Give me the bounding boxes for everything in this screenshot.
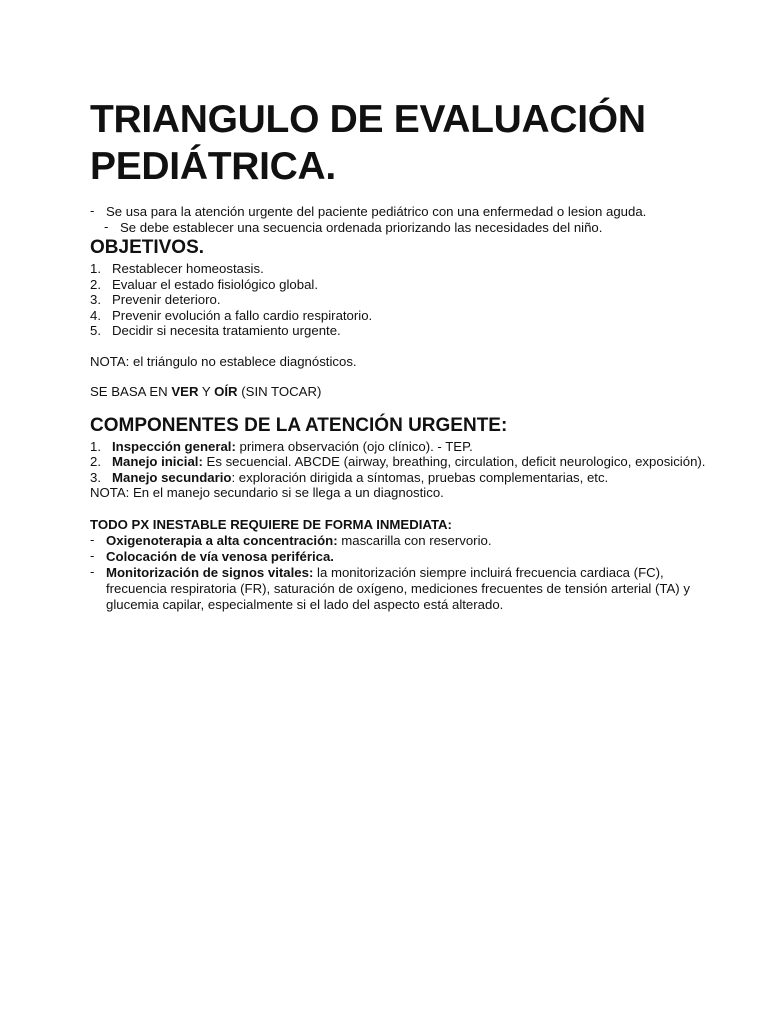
list-item xyxy=(90,323,710,339)
list-number: 5. xyxy=(90,323,101,338)
dash-bullet: - xyxy=(90,203,95,218)
se-basa-ver: VER xyxy=(171,384,199,399)
todo-list xyxy=(90,533,710,613)
se-basa-suffix: (SIN TOCAR) xyxy=(237,384,322,399)
list-text: Evaluar el estado fisiológico global. xyxy=(112,276,318,292)
se-basa-prefix: SE BASA EN xyxy=(90,384,172,399)
list-bold-label: Colocación de vía venosa periférica. xyxy=(106,548,334,564)
list-text: primera observación (ojo clínico). - TEP. xyxy=(235,438,473,454)
list-text: la monitorización siempre incluirá frecuencia cardiaca (FC), frecuencia respiratoria (FR), saturación de oxígeno, mediciones frecuentes de tensión arterial (TA) y glucemia capilar, especialmente si el lado del aspecto está alterado. xyxy=(106,564,690,612)
list-number: 1. xyxy=(90,438,101,454)
list-bold-label: Inspección general: xyxy=(112,438,236,454)
list-number: 1. xyxy=(90,261,101,276)
list-item xyxy=(90,277,710,293)
intro-text-2: Se debe establecer una secuencia ordenada priorizando las necesidades del niño. xyxy=(120,220,603,235)
se-basa-y: Y xyxy=(198,384,215,399)
dash-bullet: - xyxy=(104,219,109,234)
list-bold-label: Oxigenoterapia a alta concentración: xyxy=(106,532,338,548)
componentes-list xyxy=(90,439,710,486)
list-item xyxy=(90,308,710,324)
list-number: 3. xyxy=(90,292,101,307)
list-text: mascarilla con reservorio. xyxy=(337,532,492,548)
intro-bullet-1 xyxy=(90,204,710,220)
se-basa-oir: OÍR xyxy=(214,384,238,399)
todo-heading: TODO PX INESTABLE REQUIERE DE FORMA INMEDIATA: xyxy=(90,516,452,532)
list-number: 4. xyxy=(90,307,101,323)
dash-bullet: - xyxy=(90,563,95,579)
intro-section xyxy=(90,204,710,236)
componentes-heading: COMPONENTES DE LA ATENCIÓN URGENTE: xyxy=(90,414,508,436)
list-item xyxy=(90,292,710,308)
list-item xyxy=(90,549,710,565)
list-number: 2. xyxy=(90,454,101,469)
list-bold-label: Manejo secundario xyxy=(112,469,232,485)
nota-triangulo: NOTA: el triángulo no establece diagnósticos. xyxy=(90,353,357,369)
list-item xyxy=(90,439,710,455)
list-text: : exploración dirigida a síntomas, pruebas complementarias, etc. xyxy=(231,469,609,485)
se-basa-line xyxy=(90,384,710,400)
list-item xyxy=(90,533,710,549)
intro-bullet-2 xyxy=(104,220,710,236)
dash-bullet: - xyxy=(90,547,95,563)
list-item xyxy=(90,454,710,470)
document-content xyxy=(90,96,710,613)
page-title: TRIANGULO DE EVALUACIÓN PEDIÁTRICA. xyxy=(90,98,646,188)
objetivos-heading: OBJETIVOS. xyxy=(90,237,205,258)
list-item xyxy=(90,261,710,277)
list-number: 3. xyxy=(90,469,101,485)
list-text: Decidir si necesita tratamiento urgente. xyxy=(112,323,341,338)
list-item xyxy=(90,470,710,486)
intro-text-1: Se usa para la atención urgente del paciente pediátrico con una enfermedad o lesion aguda. xyxy=(106,204,647,219)
list-item xyxy=(90,565,710,613)
list-text: Prevenir deterioro. xyxy=(112,292,221,307)
list-text: Restablecer homeostasis. xyxy=(112,261,264,276)
list-text: Es secuencial. ABCDE (airway, breathing, circulation, deficit neurologico, exposición). xyxy=(202,454,706,469)
list-number: 2. xyxy=(90,276,101,292)
objetivos-list xyxy=(90,261,710,339)
dash-bullet: - xyxy=(90,531,95,547)
list-bold-label: Monitorización de signos vitales: xyxy=(106,564,314,580)
list-bold-label: Manejo inicial: xyxy=(112,454,203,469)
list-text: Prevenir evolución a fallo cardio respiratorio. xyxy=(112,307,373,323)
nota-manejo: NOTA: En el manejo secundario si se llega a un diagnostico. xyxy=(90,485,444,500)
